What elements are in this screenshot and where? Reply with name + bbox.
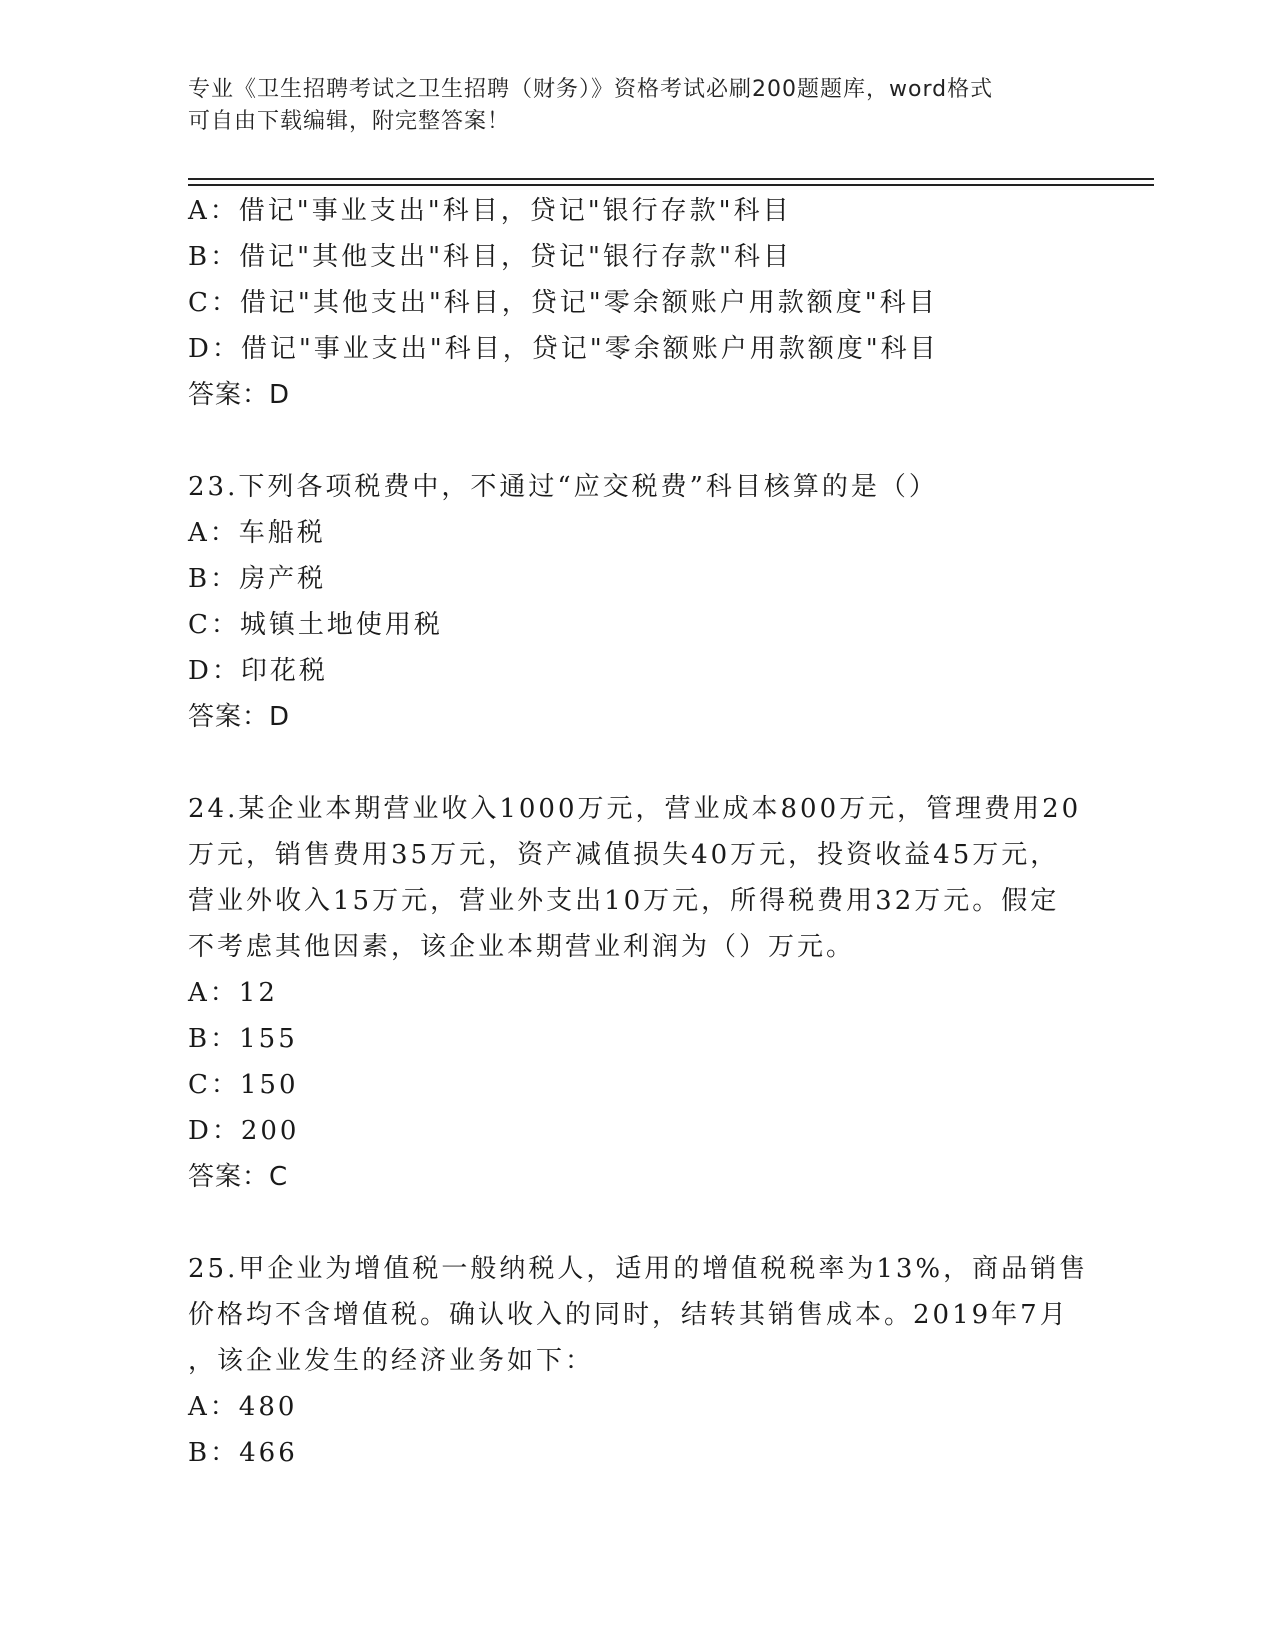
header-divider-bottom [188, 184, 1154, 186]
question-23-answer: 答案：D [188, 702, 291, 732]
question-24-stem-line-2: 万元，销售费用35万元，资产减值损失40万元，投资收益45万元， [188, 840, 1060, 870]
question-22-option-d: D：借记"事业支出"科目，贷记"零余额账户用款额度"科目 [188, 334, 939, 364]
question-25-stem-line-1: 25.甲企业为增值税一般纳税人，适用的增值税税率为13%，商品销售 [188, 1254, 1089, 1284]
question-24-stem-line-4: 不考虑其他因素，该企业本期营业利润为（）万元。 [188, 932, 856, 962]
question-25-stem-line-3: ，该企业发生的经济业务如下： [188, 1346, 595, 1376]
question-25-block [188, 1246, 1088, 1476]
document-body [188, 188, 1088, 1476]
question-24-answer: 答案：C [188, 1162, 289, 1192]
question-24-option-a: A：12 [188, 978, 278, 1008]
question-24-block [188, 786, 1088, 1200]
question-22-option-a: A：借记"事业支出"科目，贷记"银行存款"科目 [188, 196, 792, 226]
header-divider-top [188, 178, 1154, 180]
question-25-option-b: B：466 [188, 1438, 298, 1468]
question-23-option-a: A：车船税 [188, 518, 326, 548]
question-22-option-c: C：借记"其他支出"科目，贷记"零余额账户用款额度"科目 [188, 288, 938, 318]
question-24-stem-line-1: 24.某企业本期营业收入1000万元，营业成本800万元，管理费用20 [188, 794, 1082, 824]
question-24-option-c: C：150 [188, 1070, 299, 1100]
question-24-option-d: D：200 [188, 1116, 300, 1146]
question-23-option-d: D：印花税 [188, 656, 328, 686]
question-24-stem-line-3: 营业外收入15万元，营业外支出10万元，所得税费用32万元。假定 [188, 886, 1060, 916]
document-header [188, 74, 1068, 138]
question-25-stem-line-2: 价格均不含增值税。确认收入的同时，结转其销售成本。2019年7月 [188, 1300, 1069, 1330]
question-23-block [188, 464, 1088, 740]
header-title-line-1: 专业《卫生招聘考试之卫生招聘（财务）》资格考试必刷200题题库，word格式 [188, 77, 994, 102]
header-title-line-2: 可自由下载编辑，附完整答案！ [188, 109, 511, 134]
question-25-option-a: A：480 [188, 1392, 298, 1422]
question-23-option-b: B：房产税 [188, 564, 327, 594]
question-22-block [188, 188, 1088, 418]
question-23-option-c: C：城镇土地使用税 [188, 610, 443, 640]
question-22-answer: 答案：D [188, 380, 291, 410]
question-23-stem: 23.下列各项税费中，不通过“应交税费”科目核算的是（） [188, 472, 938, 502]
question-24-option-b: B：155 [188, 1024, 298, 1054]
question-22-option-b: B：借记"其他支出"科目，贷记"银行存款"科目 [188, 242, 792, 272]
